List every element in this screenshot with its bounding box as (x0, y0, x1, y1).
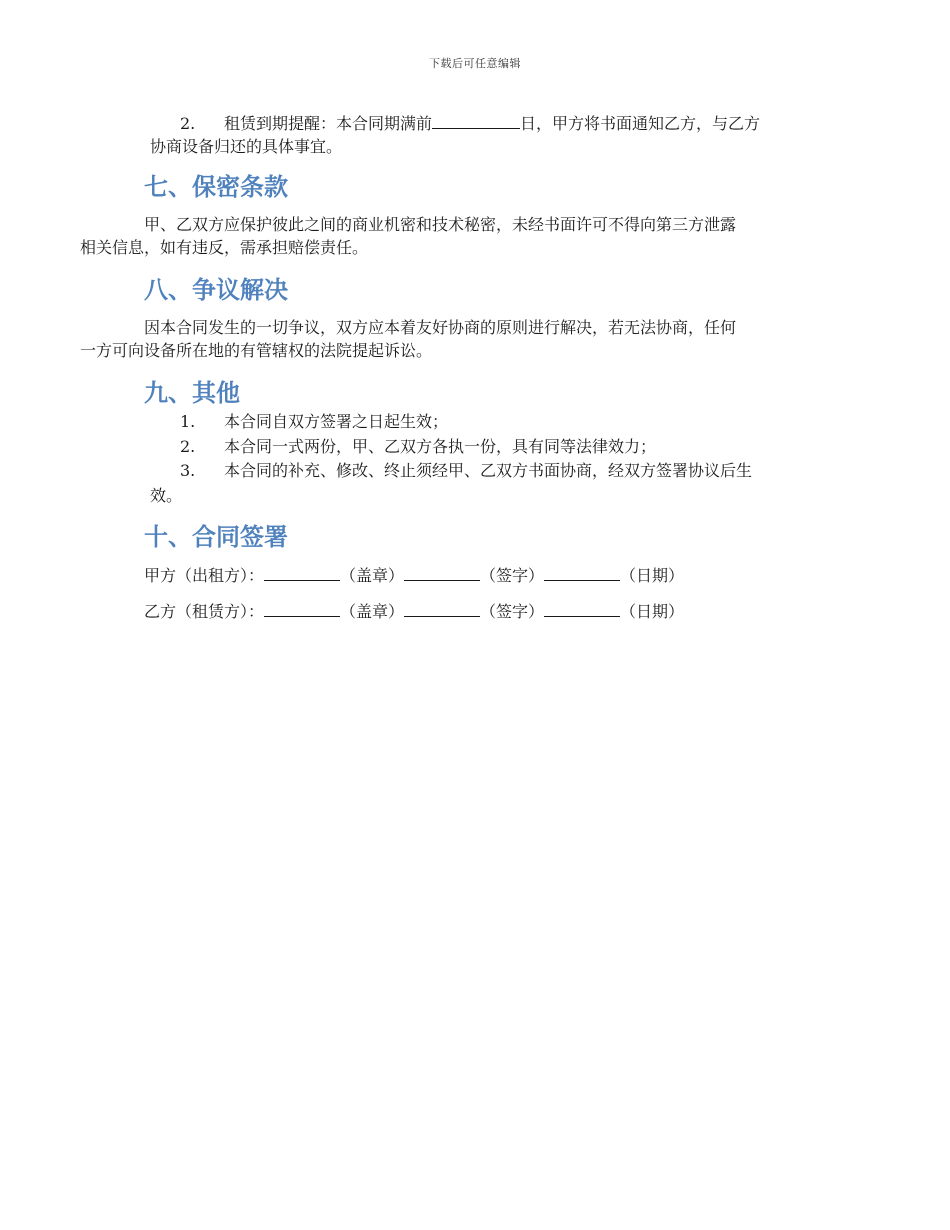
item-number: 2. (180, 436, 196, 456)
party-a-label: 甲方（出租方）： (144, 566, 265, 585)
party-a-seal-blank (264, 565, 340, 581)
party-a-signature-blank (404, 565, 480, 581)
paragraph-line: 一方可向设备所在地的有管辖权的法院提起诉讼。 (80, 341, 433, 360)
signature-label: （签字） (480, 602, 545, 621)
section-heading-signing: 十、合同签署 (144, 523, 288, 551)
dispute-paragraph (80, 316, 842, 362)
signature-label: （签字） (480, 566, 545, 585)
renewal-reminder-item (112, 112, 842, 158)
party-b-date-blank (544, 601, 620, 617)
item-number: 2. (180, 114, 196, 133)
paragraph-line: 因本合同发生的一切争议，双方应本着友好协商的原则进行解决，若无法协商，任何 (144, 318, 737, 337)
item-text: 本合同自双方签署之日起生效； (224, 412, 449, 431)
section-heading-confidentiality: 七、保密条款 (144, 173, 288, 201)
party-b-seal-blank (264, 601, 340, 617)
item-text: 本合同一式两份，甲、乙双方各执一份，具有同等法律效力； (224, 436, 657, 456)
list-item (112, 435, 842, 460)
item-number: 3. (180, 461, 196, 480)
item-text-after: 日，甲方将书面通知乙方，与乙方 (520, 114, 761, 133)
seal-label: （盖章） (340, 566, 405, 585)
days-blank (432, 113, 520, 129)
signature-block (112, 558, 842, 630)
document-body (80, 112, 842, 630)
section-heading-other: 九、其他 (144, 379, 240, 407)
confidentiality-paragraph (80, 213, 842, 259)
date-label: （日期） (620, 566, 685, 585)
paragraph-line: 甲、乙双方应保护彼此之间的商业机密和技术秘密，未经书面许可不得向第三方泄露 (144, 215, 737, 234)
item-number: 1. (180, 412, 196, 431)
item-text: 本合同的补充、修改、终止须经甲、乙双方书面协商，经双方签署协议后生 (224, 461, 753, 480)
party-a-signature-line (112, 558, 842, 594)
page-header: 下载后可任意编辑 (429, 57, 521, 70)
paragraph-line: 相关信息，如有违反，需承担赔偿责任。 (80, 238, 369, 257)
seal-label: （盖章） (340, 602, 405, 621)
item-text: 租赁到期提醒：本合同期满前 (224, 114, 433, 133)
other-items-list (112, 410, 842, 508)
date-label: （日期） (620, 602, 685, 621)
party-b-label: 乙方（租赁方）： (144, 602, 265, 621)
item-text-line2: 协商设备归还的具体事宜。 (150, 137, 343, 156)
section-heading-dispute: 八、争议解决 (144, 276, 288, 304)
party-b-signature-blank (404, 601, 480, 617)
party-b-signature-line (112, 594, 842, 630)
party-a-date-blank (544, 565, 620, 581)
list-item (112, 410, 842, 435)
list-item (112, 459, 842, 484)
list-item-continuation: 效。 (150, 485, 183, 505)
